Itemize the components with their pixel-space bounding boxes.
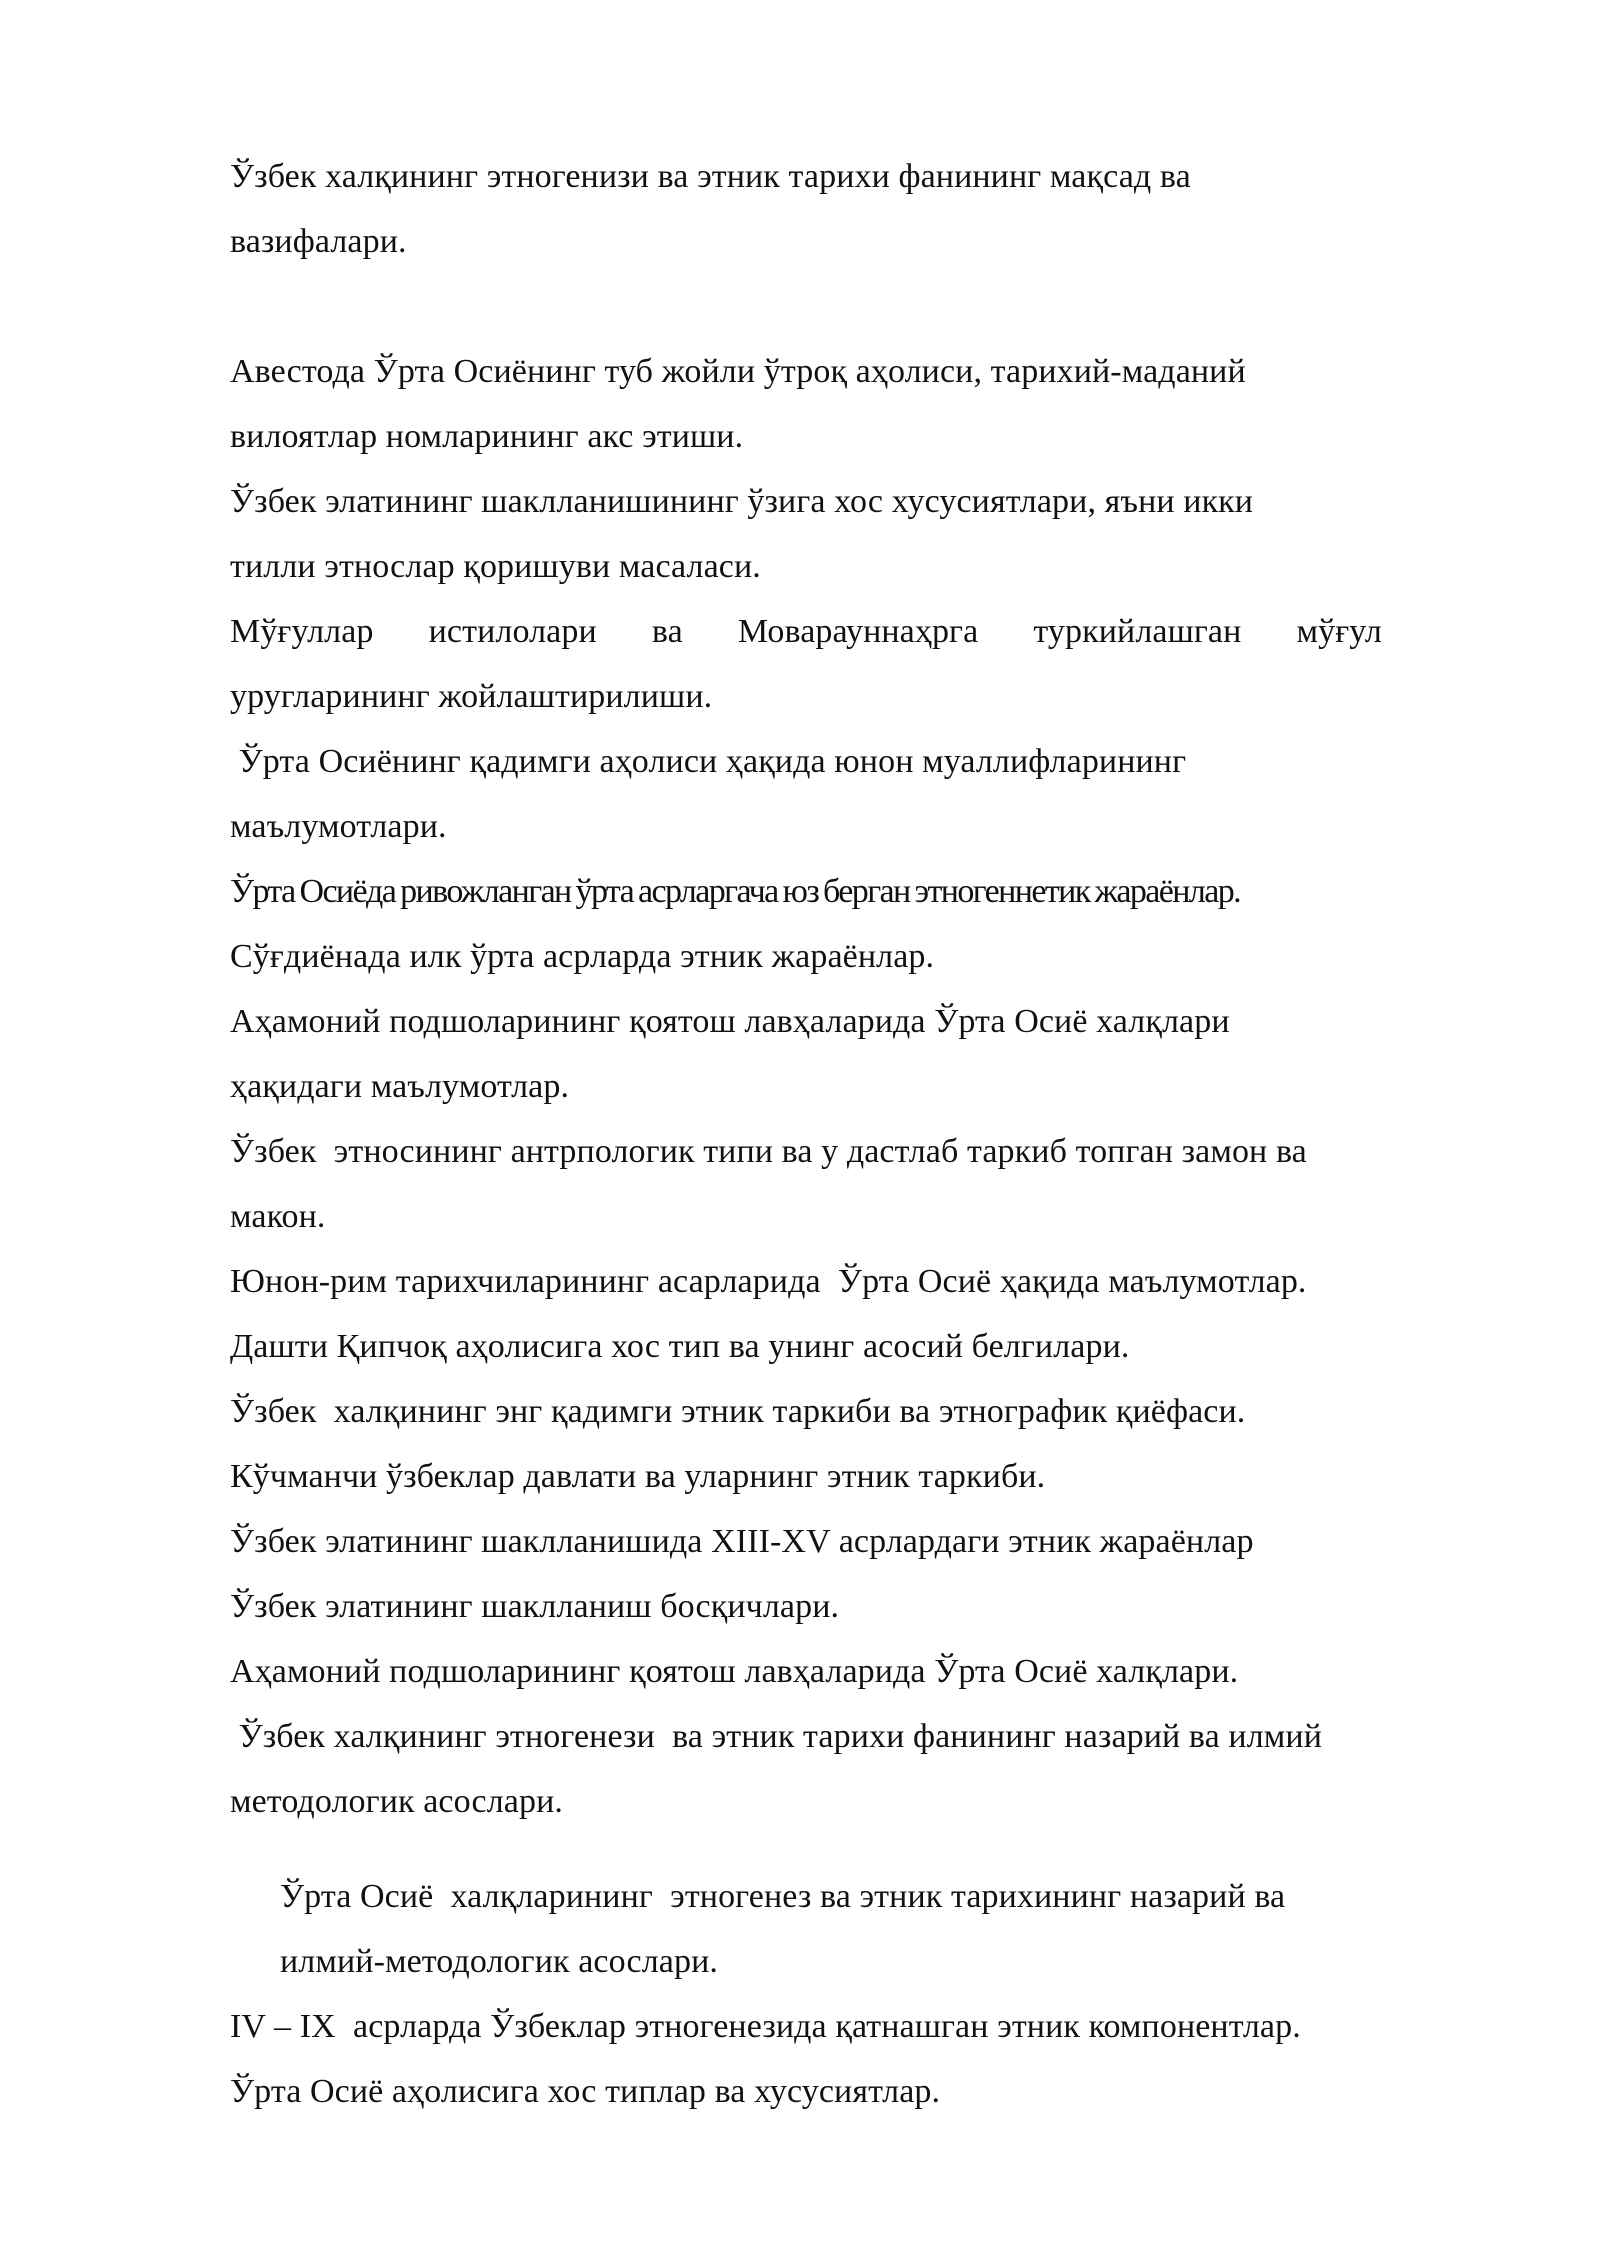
text-line: Авестода Ўрта Осиёнинг туб жойли ўтроқ аҳолиси, тарихий-маданий (230, 353, 1246, 390)
text-line: Аҳамоний подшоларининг қоятош лавҳаларида Ўрта Осиё халқлари. (230, 1653, 1239, 1690)
text-line: вазифалари. (230, 223, 407, 260)
justified-text-line (230, 612, 1382, 652)
text-line: Ўзбек халқининг этногенези ва этник тарихи фанининг назарий ва илмий (230, 1718, 1322, 1755)
text-line: Юнон-рим тарихчиларининг асарларида Ўрта Осиё ҳақида маълумотлар. (230, 1263, 1307, 1300)
text-line: вилоятлар номларининг акс этиши. (230, 418, 744, 455)
text-line: макон. (230, 1198, 326, 1235)
text-line: Сўғдиёнада илк ўрта асрларда этник жараёнлар. (230, 938, 935, 975)
text-line: Ўрта Осиё аҳолисига хос типлар ва хусусиятлар. (230, 2073, 941, 2110)
text-line: маълумотлари. (230, 808, 447, 845)
text-line: Дашти Қипчоқ аҳолисига хос тип ва унинг асосий белгилари. (230, 1328, 1130, 1365)
text-line: ҳақидаги маълумотлар. (230, 1068, 570, 1105)
text-line: Ўзбек элатининг шаклланишида XIII-XV асрлардаги этник жараёнлар (230, 1523, 1254, 1560)
text-line: Ўзбек халқининг энг қадимги этник таркиби ва этнографик қиёфаси. (230, 1393, 1246, 1430)
text-line: уругларининг жойлаштирилиши. (230, 678, 713, 715)
text-line: Ўрта Осиё халқларининг этногенез ва этник тарихининг назарий ва (280, 1878, 1286, 1915)
text-line: Аҳамоний подшоларининг қоятош лавҳаларида Ўрта Осиё халқлари (230, 1003, 1230, 1040)
word: мўғул (1296, 613, 1382, 650)
text-line: тилли этнослар қоришуви масаласи. (230, 548, 761, 585)
text-line: Ўрта Осиёнинг қадимги аҳолиси ҳақида юнон муаллифларининг (230, 743, 1187, 780)
text-line: илмий-методологик асослари. (280, 1943, 718, 1980)
text-line: IV – IX асрларда Ўзбеклар этногенезида қатнашган этник компонентлар. (230, 2008, 1301, 2045)
word: туркийлашган (1033, 613, 1242, 650)
text-line: методологик асослари. (230, 1783, 563, 1820)
text-line: Ўрта Осиёда ривожланган ўрта асрларгача юз берган этногеннетик жараёнлар. (230, 873, 1241, 910)
word: ва (651, 613, 683, 650)
text-line: Кўчманчи ўзбеклар давлати ва уларнинг этник таркиби. (230, 1458, 1046, 1495)
text-line: Ўзбек элатининг шаклланишининг ўзига хос хусусиятлари, яъни икки (230, 483, 1254, 520)
text-line: Ўзбек элатининг шаклланиш босқичлари. (230, 1588, 840, 1625)
word: Моварауннаҳрга (737, 613, 979, 650)
word: истилолари (428, 613, 597, 650)
text-line: Ўзбек халқининг этногенизи ва этник тарихи фанининг мақсад ва (230, 158, 1191, 195)
text-line: Ўзбек этносининг антрпологик типи ва у дастлаб таркиб топган замон ва (230, 1133, 1307, 1170)
word: Мўғуллар (230, 613, 374, 650)
